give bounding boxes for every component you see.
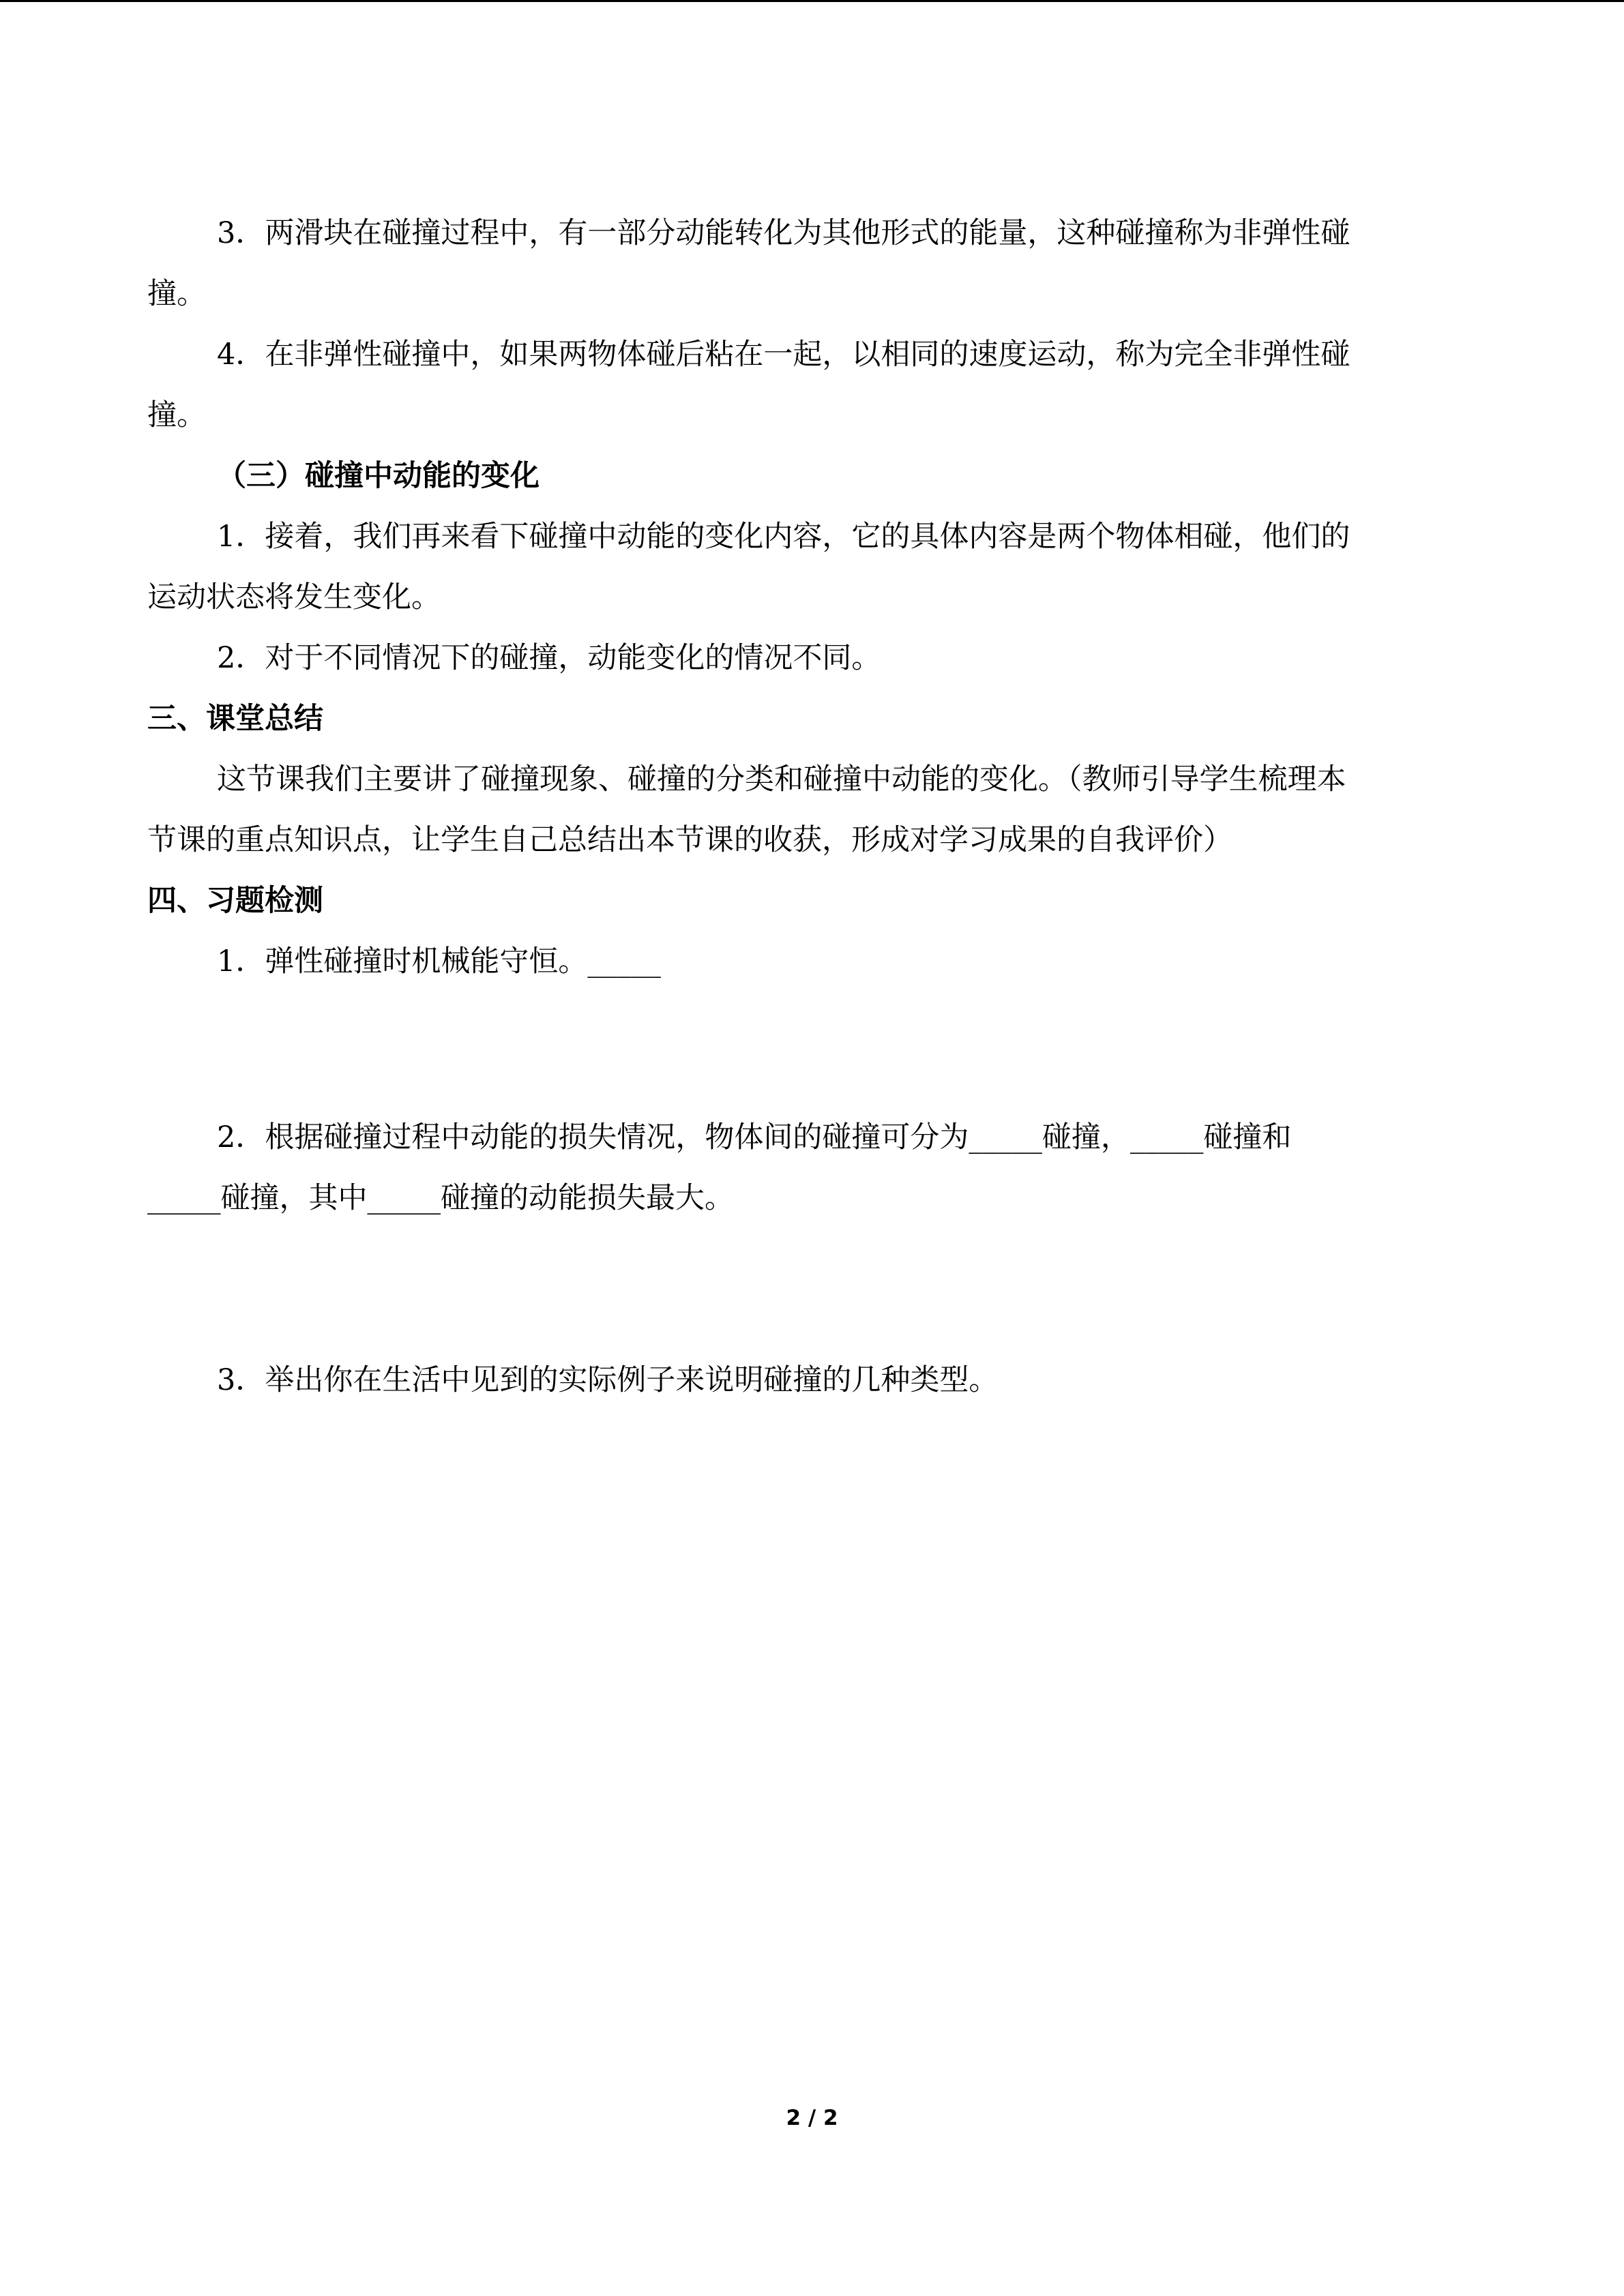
page-number: 2 / 2 bbox=[786, 2106, 838, 2130]
paragraph-line: 4．在非弹性碰撞中，如果两物体碰后粘在一起，以相同的速度运动，称为完全非弹性碰 bbox=[217, 338, 1350, 372]
subsection-heading: （三）碰撞中动能的变化 bbox=[217, 459, 540, 493]
paragraph-line: 这节课我们主要讲了碰撞现象、碰撞的分类和碰撞中动能的变化。（教师引导学生梳理本 bbox=[217, 762, 1346, 796]
exercise-question: _____碰撞，其中_____碰撞的动能损失最大。 bbox=[147, 1181, 734, 1215]
paragraph-line: 撞。 bbox=[147, 277, 206, 311]
paragraph-line: 3．两滑块在碰撞过程中，有一部分动能转化为其他形式的能量，这种碰撞称为非弹性碰 bbox=[217, 216, 1350, 250]
exercise-question: 2．根据碰撞过程中动能的损失情况，物体间的碰撞可分为_____碰撞，_____碰撞和 bbox=[217, 1120, 1292, 1154]
paragraph-line: 运动状态将发生变化。 bbox=[147, 580, 441, 614]
exercise-question: 3．举出你在生活中见到的实际例子来说明碰撞的几种类型。 bbox=[217, 1363, 999, 1397]
paragraph-line: 节课的重点知识点，让学生自己总结出本节课的收获，形成对学习成果的自我评价） bbox=[147, 823, 1232, 857]
paragraph-line: 撞。 bbox=[147, 398, 206, 432]
paragraph-line: 1．接着，我们再来看下碰撞中动能的变化内容，它的具体内容是两个物体相碰，他们的 bbox=[217, 520, 1350, 554]
section-heading: 四、习题检测 bbox=[147, 884, 323, 918]
section-heading: 三、课堂总结 bbox=[147, 702, 323, 736]
paragraph-line: 2．对于不同情况下的碰撞，动能变化的情况不同。 bbox=[217, 641, 881, 675]
exercise-question: 1．弹性碰撞时机械能守恒。_____ bbox=[217, 944, 661, 979]
